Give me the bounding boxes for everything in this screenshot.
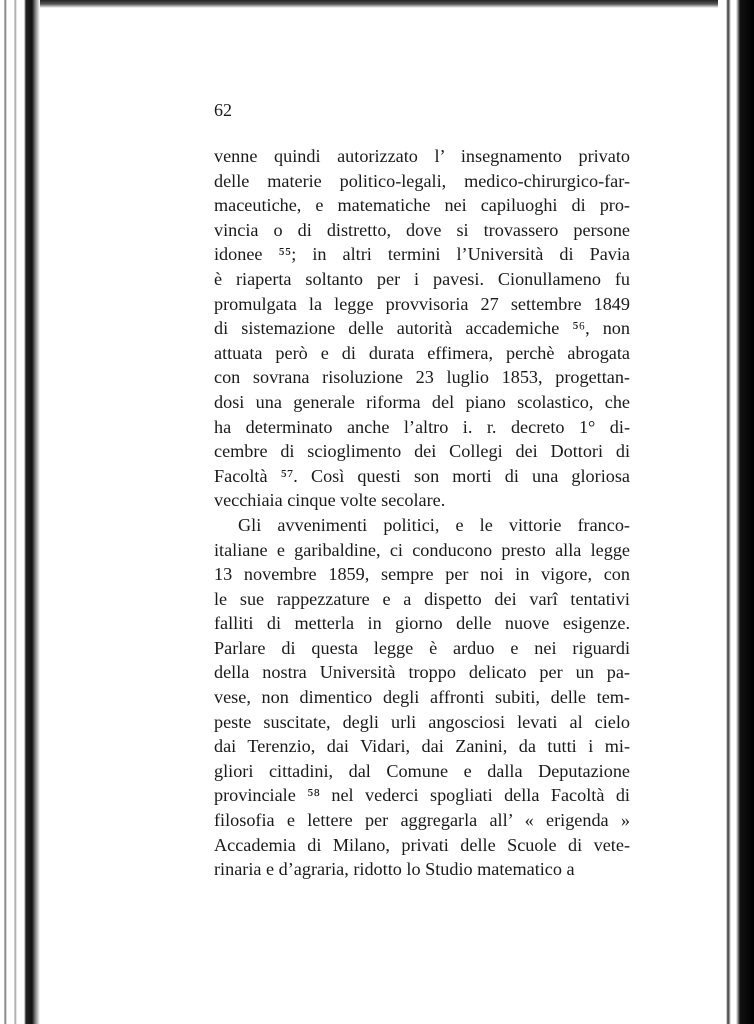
text-line: italiane e garibaldine, ci conducono presto alla legge [214,539,630,560]
text-line: 13 novembre 1859, sempre per noi in vigore, con [214,564,630,585]
text-line: provinciale ⁵⁸ nel vederci spogliati della Facoltà di [214,785,630,806]
text-line: idonee ⁵⁵; in altri termini l’Università di Pavia [214,244,630,265]
text-line: Parlare di questa legge è arduo e nei riguardi [214,637,630,658]
body-text [214,144,630,882]
text-line: Facoltà ⁵⁷. Così questi son morti di una gloriosa [214,465,630,486]
text-line: vese, non dimentico degli affronti subiti, delle tem- [214,687,630,708]
text-line: promulgata la legge provvisoria 27 settembre 1849 [214,293,630,314]
text-line: Gli avvenimenti politici, e le vittorie franco- [238,514,630,535]
text-line: dai Terenzio, dai Vidari, dai Zanini, da tutti i mi- [214,736,630,757]
text-line: vecchiaia cinque volte secolare. [214,490,446,511]
text-line: gliori cittadini, dal Comune e dalla Deputazione [214,760,630,781]
scan-right-edge [718,0,754,1024]
text-line: venne quindi autorizzato l’ insegnamento privato [214,146,630,166]
text-line: vincia o di distretto, dove si trovassero persone [214,219,630,240]
text-line: è riaperta soltanto per i pavesi. Cionullameno fu [214,268,630,289]
page-number: 62 [214,100,232,120]
text-line: falliti di metterla in giorno delle nuove esigenze. [214,613,630,634]
text-line: di sistemazione delle autorità accademiche ⁵⁶, non [214,318,630,339]
text-line: dosi una generale riforma del piano scolastico, che [214,391,630,412]
text-line: delle materie politico-legali, medico-chirurgico-far- [214,170,630,191]
text-line: Accademia di Milano, privati delle Scuole di vete- [214,834,630,855]
text-line: maceutiche, e matematiche nei capiluoghi di pro- [214,195,630,216]
text-line: attuata però e di durata effimera, perchè abrogata [214,342,630,363]
text-line: peste suscitate, degli urli angosciosi levati al cielo [214,711,630,732]
text-line: le sue rappezzature e a dispetto dei varî tentativi [214,588,630,609]
text-line: ha determinato anche l’altro i. r. decreto 1° di- [214,416,630,437]
scan-top-edge [0,0,754,8]
text-line: cembre di scioglimento dei Collegi dei Dottori di [214,441,630,462]
text-line: della nostra Università troppo delicato per un pa- [214,662,630,683]
text-line: filosofia e lettere per aggregarla all’ « erigenda » [214,810,630,831]
scan-left-edge [0,0,40,1024]
text-line: con sovrana risoluzione 23 luglio 1853, progettan- [214,367,630,388]
text-line: rinaria e d’agraria, ridotto lo Studio matematico a [214,859,575,880]
